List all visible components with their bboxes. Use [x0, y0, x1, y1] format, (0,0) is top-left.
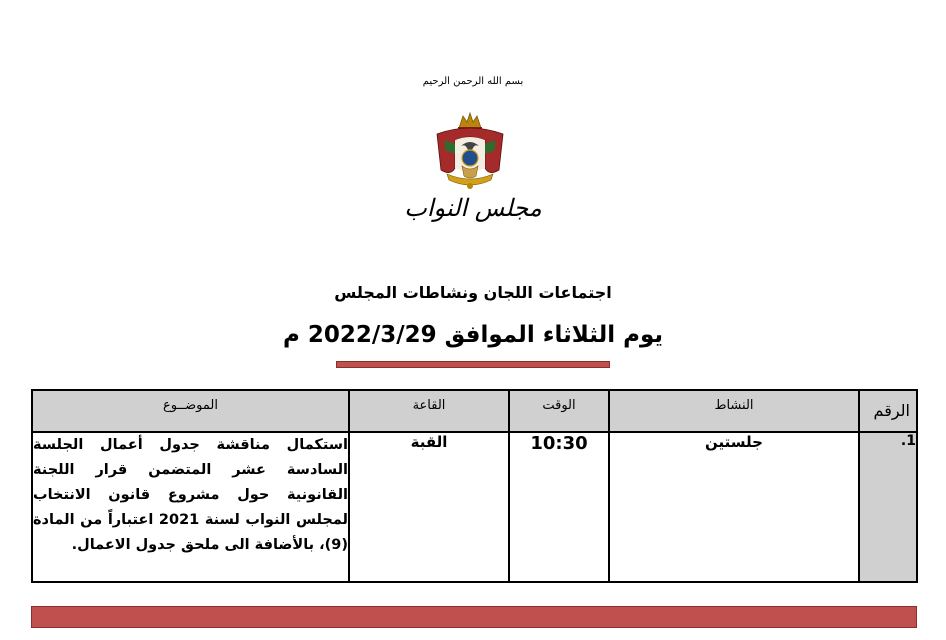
council-logo-text: مجلس النواب — [404, 194, 542, 222]
row-time: 10:30 — [509, 432, 609, 582]
agenda-table — [31, 389, 918, 583]
column-header-time: الوقت — [509, 390, 609, 432]
jordan-coat-of-arms-icon — [429, 110, 511, 192]
row-hall: القبة — [349, 432, 509, 582]
row-topic: استكمال مناقشة جدول أعمال الجلسة السادسة عشر المتضمن قرار اللجنة القانونية حول مشروع قانون الانتخاب لمجلس النواب لسنة 2021 اعتباراً من المادة (9)، بالأضافة الى ملحق جدول الاعمال. — [32, 432, 349, 582]
table-row — [32, 432, 917, 582]
basmala-text: بسم الله الرحمن الرحيم — [422, 76, 524, 87]
column-header-activity: النشاط — [609, 390, 859, 432]
row-activity: جلستين — [609, 432, 859, 582]
row-number: 1. — [859, 432, 917, 582]
column-header-topic: الموضــوع — [32, 390, 349, 432]
table-header-row — [32, 390, 917, 432]
section-title: اجتماعات اللجان ونشاطات المجلس — [334, 283, 612, 302]
date-underline-bar — [336, 361, 610, 368]
column-header-number: الرقم — [859, 390, 917, 432]
column-header-hall: القاعة — [349, 390, 509, 432]
bottom-accent-bar — [31, 606, 917, 628]
date-title: يوم الثلاثاء الموافق 2022/3/29 م — [282, 322, 664, 348]
